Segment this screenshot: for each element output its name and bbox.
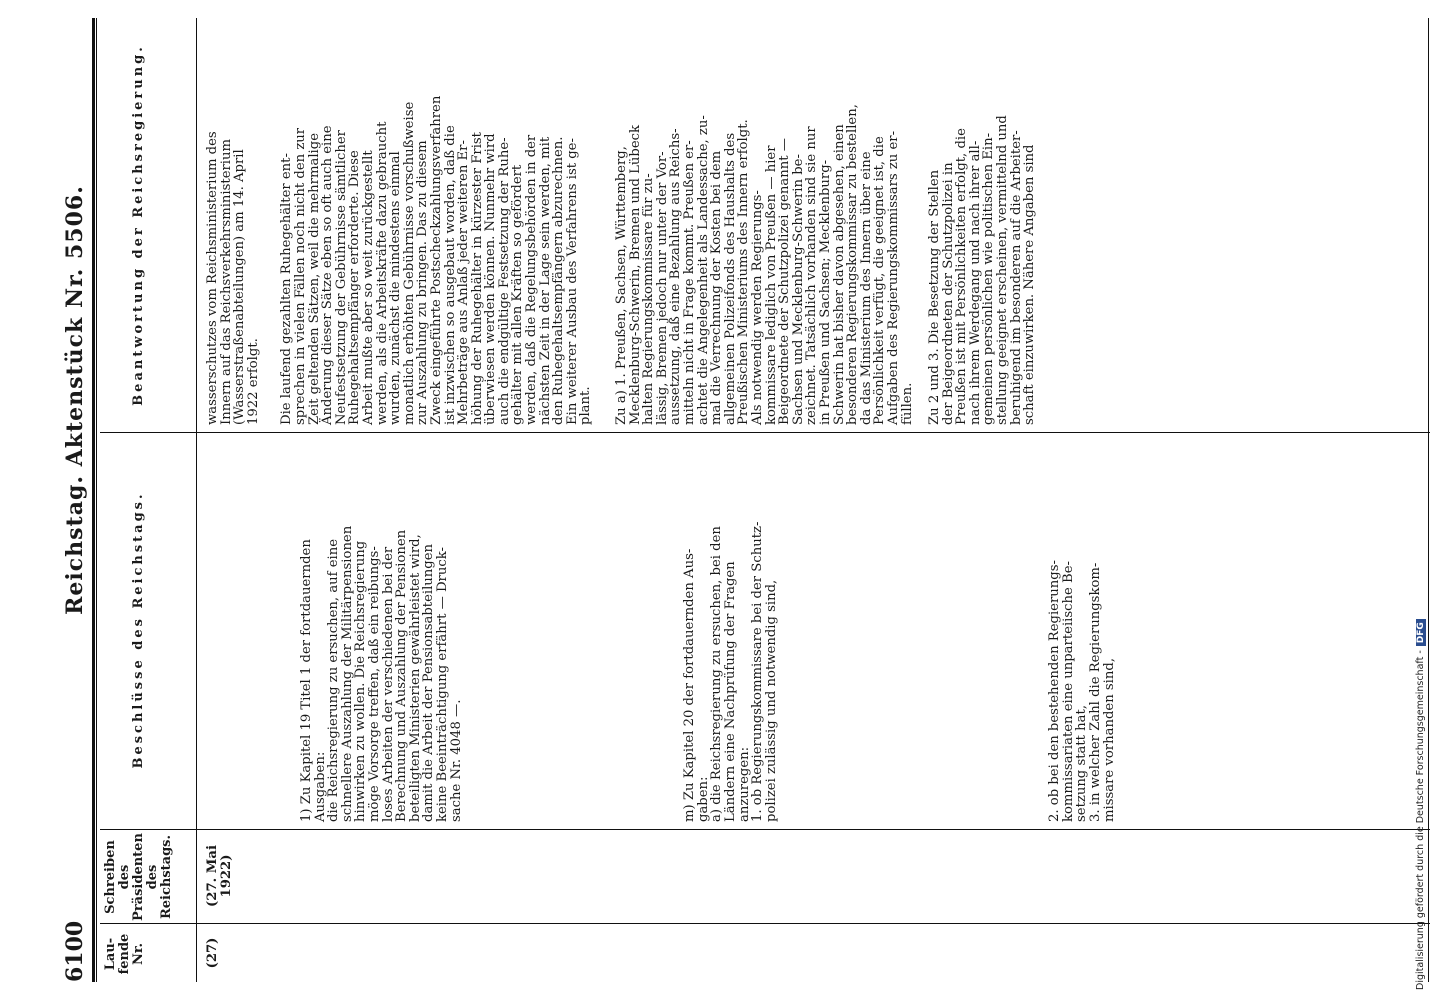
beschluesse-column (300, 438, 1130, 822)
digitization-text: Digitalisierung gefördert durch die Deutsche Forschungsgemeinschaft - (1415, 650, 1426, 990)
column-separator (100, 923, 1430, 924)
row-number: (27) (205, 937, 220, 969)
column-separator (100, 829, 1430, 830)
beantwortung-paragraph: Zu 2 und 3. Die Besetzung der Stellen der Beigeordneten der Schutzpolizei in Preußen ist mit Persönlichkeiten erfolgt, die nach ihrem Werdegang und nach ihrer all- gemeinen persönlichen wie politischen Ein- stellung geeignet erscheinen, vermittelnd und beruhigend im besonderen auf die Arbeiter- schaft einzuwirken. Nähere Angaben sind (927, 115, 1038, 425)
page-number: 6100 (62, 920, 88, 982)
beschluss-paragraph: 2. ob bei den bestehenden Regierungs- kommissariaten eine unparteiische Be- setzung statt hat, 3. in welcher Zahl die Regierungskom- missare vorhanden sind, (1047, 560, 1117, 822)
bottom-rule (1428, 18, 1429, 982)
beschluss-paragraph: 1) Zu Kapitel 19 Titel 1 der fortdauernden Ausgaben: die Reichsregierung zu ersuchen, auf eine schnellere Auszahlung der Militärpensionen hinwirken zu wollen. Die Reichsregierung möge Vorsorge treffen, daß ein reibungs- loses Arbeiten der verschiedenen bei der Berechnung und Auszahlung der Pensionen beteiligten Ministerien gewährleistet wird, damit die Arbeit der Pensionsabteilungen keine Beeinträchtigung erfährt — Druck- sache Nr. 4048 —. (299, 525, 464, 822)
dfg-logo: DFG (1416, 619, 1426, 646)
header-rule-thin (96, 18, 97, 982)
beantwortung-paragraph: Zu a) 1. Preußen, Sachsen, Württemberg, Mecklenburg-Schwerin, Bremen und Lübeck halten Regierungskommissare für zu- lässig, Bremen jedoch nur unter der Vor- aussetzung, daß eine Bezahlung aus Reichs- mitteln nicht in Frage kommt. Preußen er- achtet die Angelegenheit als Landessache, zu- mal die Verrechnung der Kosten bei dem allgemeinen Polizeifonds des Haushalts des Preußischen Ministeriums des Innern erfolgt. Als notwendig werden Regierungs- kommissare lediglich von Preußen — hier Beigeordnete der Schutzpolizei genannt — Sachsen und Mecklenburg-Schwerin be- zeichnet. Tatsächlich vorhanden sind sie nur in Preußen und Sachsen; Mecklenburg- Schwerin hat bisher davon abgesehen, einen besonderen Regierungskommissar zu bestellen, da das Ministerium des Innern über eine Persönlichkeit verfügt, die geeignet ist, die Aufgaben des Regierungskommissars zu er- füllen. (614, 104, 915, 425)
beantwortung-column (206, 21, 1051, 425)
row-date: (27. Mai 1922) (205, 845, 234, 907)
column-header-nr: Lau- fende Nr. (103, 933, 146, 975)
running-title: Reichstag. Aktenstück Nr. 5506. (62, 185, 88, 615)
header-rule (92, 18, 95, 982)
digitization-note (1415, 0, 1427, 990)
table-header-rule (196, 18, 197, 982)
beantwortung-paragraph: wasserschutzes vom Reichsministerium des Innern auf das Reichsverkehrsministerium (Wasserstraßenabteilungen) am 14. April 1922 erfolgt. (205, 131, 261, 425)
column-separator (100, 432, 1430, 433)
column-header-schreiben: Schreiben des Präsidenten des Reichstags. (103, 833, 174, 921)
column-header-beschluesse: Beschlüsse des Reichstags. (131, 491, 146, 769)
beantwortung-paragraph: Die laufend gezahlten Ruhegehälter ent- sprechen in vielen Fällen noch nicht den zur Zeit geltenden Sätzen, weil die mehrmalige Änderung dieser Sätze eben so oft auch eine Neufestsetzung der Gebührnisse sämtlicher Ruhegehaltsempfänger erforderte. Diese Arbeit mußte aber so weit zurückgestellt werden, als die Arbeitskräfte dazu gebraucht wurden, zunächst die mindestens einmal monatlich erhöhten Gebührnisse vorschußweise zur Auszahlung zu bringen. Das zu diesem Zweck eingeführte Postscheckzahlungsverfahren ist inzwischen so ausgebaut worden, daß die Mehrbeträge aus Anlaß jeder weiteren Er- höhung der Ruhegehälter in kürzester Frist überwiesen werden können. Nunmehr wird auch die endgültige Festsetzung der Ruhe- gehälter mit allen Kräften so gefördert werden, daß die Regelungsbehörden in der nächsten Zeit in der Lage sein werden, mit den Ruhegehaltsempfängern abzurechnen. Ein weiterer Ausbau des Verfahrens ist ge- plant. (279, 95, 594, 425)
column-header-beantwortung: Beantwortung der Reichsregierung. (131, 44, 146, 406)
beschluss-paragraph: m) Zu Kapitel 20 der fortdauernden Aus- gaben: a) die Reichsregierung zu ersuchen, bei den Ländern eine Nachprüfung der Fragen anzuregen: 1. ob Regierungskommissare bei der Schutz- polizei zulässig und notwendig sind, (682, 521, 779, 822)
